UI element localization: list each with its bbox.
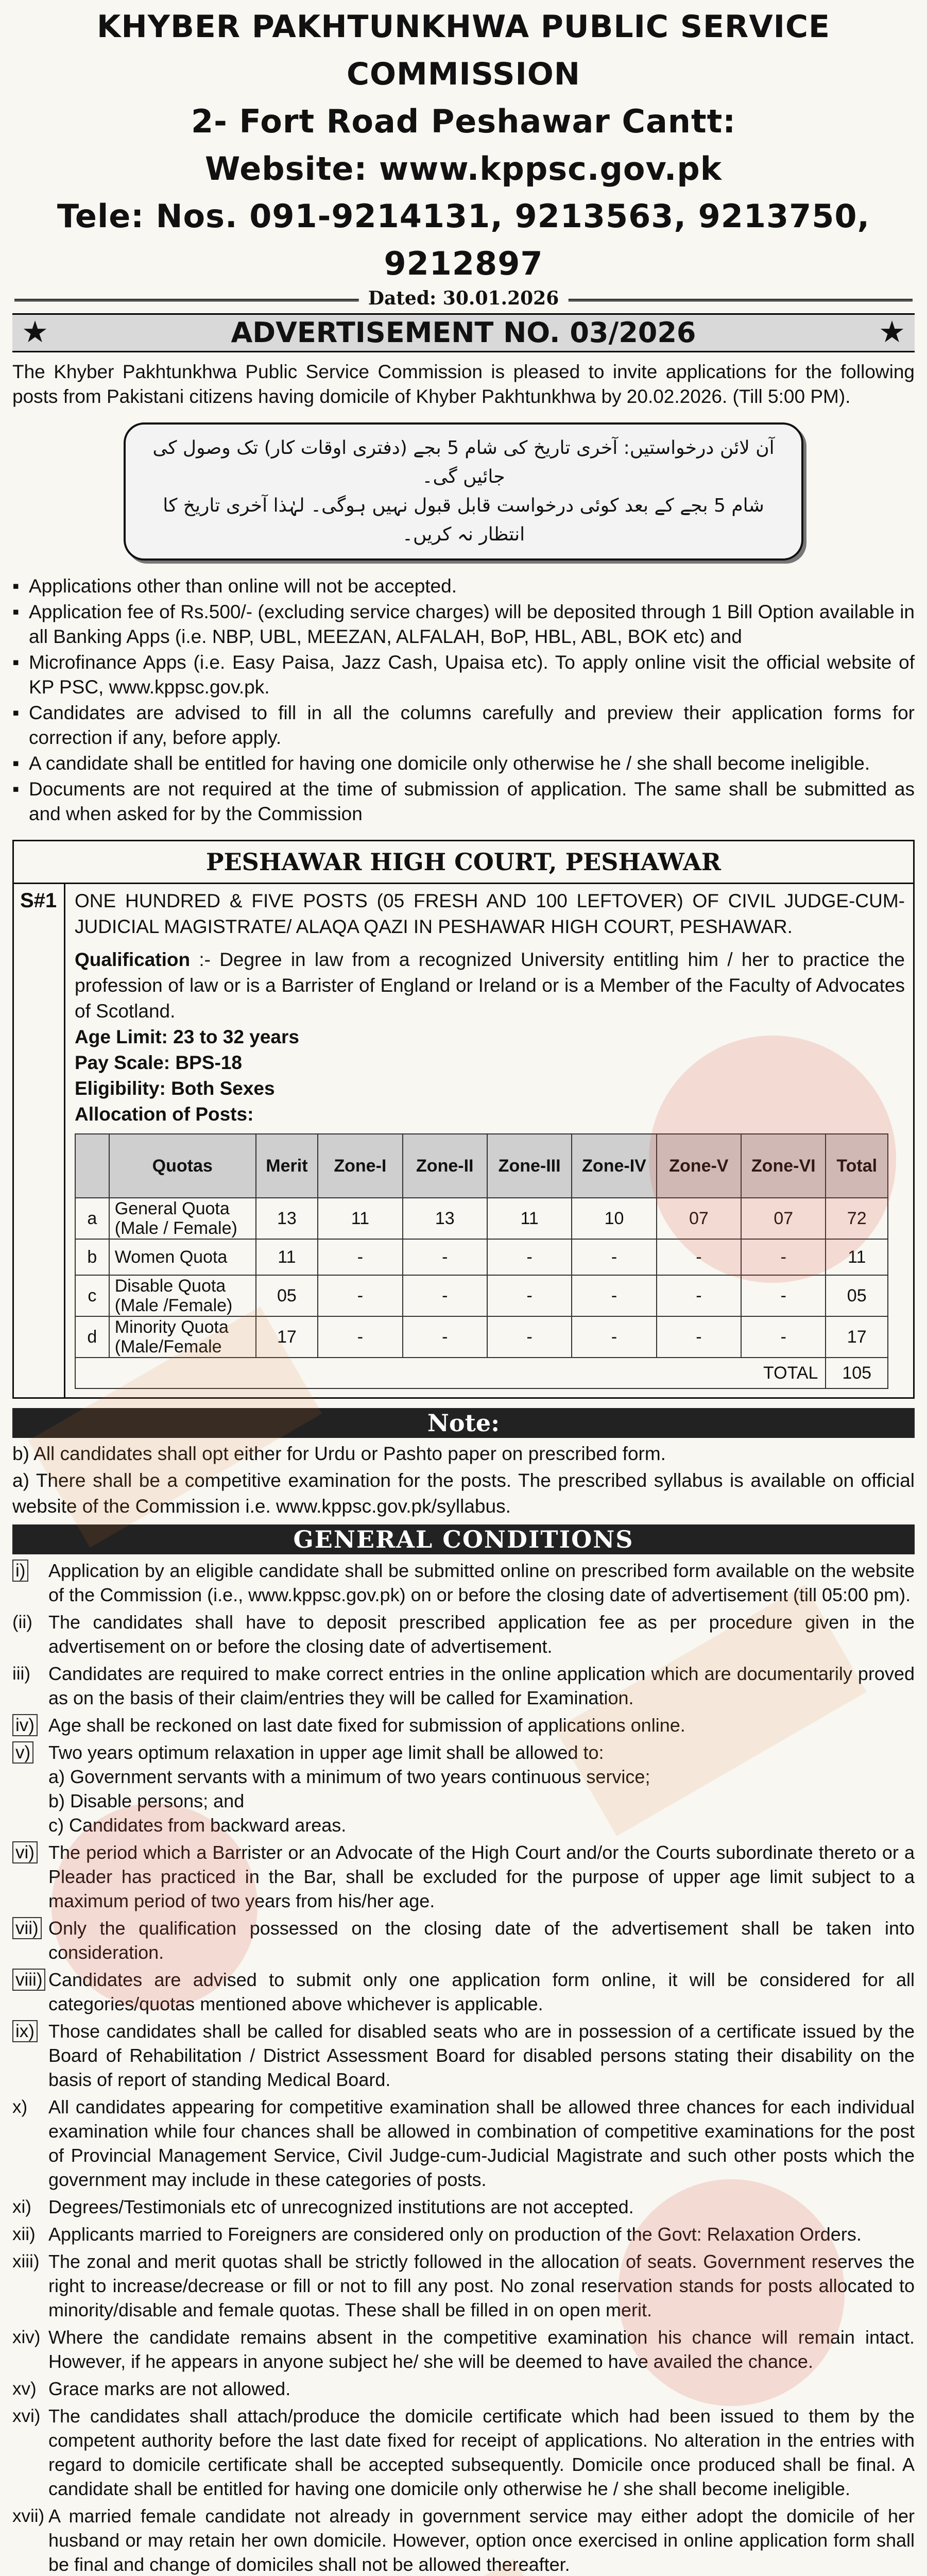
condition-item — [12, 2325, 915, 2374]
condition-item — [12, 2095, 915, 2192]
table-cell: - — [572, 1316, 656, 1358]
condition-sub: a) Government servants with a minimum of two years continuous service; — [48, 1766, 650, 1787]
table-cell: - — [572, 1275, 656, 1316]
total-row — [75, 1358, 888, 1388]
note-item: a) There shall be a competitive examination for the posts. The prescribed syllabus is available on official website of the Commission i.e. www.kppsc.gov.pk/syllabus. — [12, 1470, 915, 1517]
table-cell: - — [318, 1275, 402, 1316]
condition-number: (ii) — [12, 1612, 32, 1632]
table-cell: 11 — [487, 1198, 572, 1239]
elig-label: Eligibility: — [75, 1078, 166, 1099]
condition-text: Degrees/Testimonials etc of unrecognized institutions are not accepted. — [48, 2196, 634, 2217]
condition-item — [12, 1740, 915, 1837]
urdu-notice — [124, 422, 803, 561]
table-cell: 11 — [826, 1239, 888, 1275]
condition-number: vi) — [12, 1840, 48, 1913]
qualification-text: :- Degree in law from a recognized University entitling him / her to practice the profession of law or is a Barrister of England or Ireland or is a Member of the Faculty of Advocates of Scotland. — [75, 949, 905, 1022]
condition-item — [12, 2249, 915, 2322]
table-cell: 05 — [826, 1275, 888, 1316]
condition-text: Candidates are required to make correct entries in the online application which are documentarily proved as on the basis of their claim/entries they will be called for Examination. — [48, 1663, 915, 1708]
general-conditions-list — [12, 1558, 915, 2576]
table-cell: c — [75, 1275, 109, 1316]
condition-text: Age shall be reckoned on last date fixed for submission of applications online. — [48, 1715, 685, 1736]
allocation-table — [75, 1133, 888, 1389]
dated: Dated: 30.01.2026 — [359, 287, 569, 309]
note-bar — [12, 1408, 915, 1438]
table-cell: 07 — [657, 1198, 741, 1239]
instruction-item: ▪ Microfinance Apps (i.e. Easy Paisa, Jazz Cash, Upaisa etc). To apply online visit the official website of KP PSC, www.kppsc.gov.pk. — [12, 650, 915, 700]
condition-number: xiv) — [12, 2327, 41, 2347]
note-title: Note: — [427, 1409, 500, 1437]
condition-text: A married female candidate not already in government service may either adopt the domicile of her husband or may retain her own domicile. However, option once exercised in online application form shall be final and change of domiciles shall not be allowed thereafter. — [48, 2505, 915, 2575]
condition-text: Grace marks are not allowed. — [48, 2378, 291, 2399]
table-cell: a — [75, 1198, 109, 1239]
condition-item — [12, 2404, 915, 2501]
telephone: Tele: Nos. 091-9214131, 9213563, 9213750, 9212897 — [57, 197, 870, 282]
table-row — [75, 1198, 888, 1239]
instruction-item: ▪ Applications other than online will not be accepted. — [12, 574, 915, 599]
header-cell: Zone-IV — [572, 1134, 656, 1198]
intro-paragraph: The Khyber Pakhtunkhwa Public Service Commission is pleased to invite applications for the following posts from Pakistani citizens having domicile of Khyber Pakhtunkhwa by 20.02.2026. (Till 5:00 PM). — [12, 361, 915, 407]
allocation-label: Allocation of Posts: — [75, 1104, 254, 1125]
condition-item — [12, 2377, 915, 2401]
urdu-line: شام 5 بجے کے بعد کوئی درخواست قابل قبول نہیں ہوگی۔ لہٰذا آخری تاریخ کا انتظار نہ کریں۔ — [163, 495, 764, 545]
general-conditions-title: GENERAL CONDITIONS — [293, 1526, 634, 1553]
condition-text: Candidates are advised to submit only one application form online, it will be considered for all categories/quotas mentioned above whichever is applicable. — [48, 1969, 915, 2014]
table-cell: - — [741, 1239, 826, 1275]
post-title: ONE HUNDRED & FIVE POSTS (05 FRESH AND 100 LEFTOVER) OF CIVIL JUDGE-CUM-JUDICIAL MAGISTRATE/ ALAQA QAZI IN PESHAWAR HIGH COURT, PESHAWAR. — [75, 890, 905, 937]
table-cell: 10 — [572, 1198, 656, 1239]
condition-number: viii) — [12, 1968, 48, 2016]
table-cell: 17 — [256, 1316, 318, 1358]
condition-item — [12, 1610, 915, 1658]
table-cell: 72 — [826, 1198, 888, 1239]
letterhead — [0, 0, 927, 287]
condition-number: i) — [12, 1558, 48, 1607]
instruction-item: ▪ A candidate shall be entitled for having one domicile only otherwise he / she shall become ineligible. — [12, 751, 915, 776]
condition-item — [12, 1558, 915, 1607]
general-conditions-bar — [12, 1524, 915, 1554]
table-cell: d — [75, 1316, 109, 1358]
condition-text: Only the qualification possessed on the closing date of the advertisement shall be taken into consideration. — [48, 1918, 915, 1963]
condition-text: All candidates appearing for competitive examination shall be allowed three chances for each individual examination while four chances shall be allowed in combination of competitive examinations for the post of Provincial Management Service, Civil Judge-cum-Judicial Magistrate and such other posts which the government may include in these categories of posts. — [48, 2096, 915, 2190]
condition-number: iv) — [12, 1713, 48, 1737]
condition-number: xiii) — [12, 2251, 40, 2272]
table-cell: - — [403, 1239, 487, 1275]
table-cell: - — [741, 1275, 826, 1316]
instruction-item: ▪ Candidates are advised to fill in all the columns carefully and preview their application forms for correction if any, before apply. — [12, 701, 915, 750]
table-cell: - — [403, 1316, 487, 1358]
condition-text: The zonal and merit quotas shall be strictly followed in the allocation of seats. Government reserves the right to increase/decrease or fill or not to fill any post. No zonal reservation stands for posts allocated to minority/disable and female quotas. These shall be filled in on open merit. — [48, 2251, 915, 2320]
table-cell: - — [487, 1275, 572, 1316]
urdu-line: آن لائن درخواستیں: آخری تاریخ کی شام 5 بجے (دفتری اوقات کار) تک وصول کی جائیں گی۔ — [152, 437, 775, 487]
note-item: b) All candidates shall opt either for Urdu or Pashto paper on prescribed form. — [12, 1443, 666, 1464]
pay-label: Pay Scale: — [75, 1052, 170, 1073]
header-cell: Zone-V — [657, 1134, 741, 1198]
notes — [12, 1441, 915, 1519]
header-cell: Zone-I — [318, 1134, 402, 1198]
condition-number: xi) — [12, 2197, 31, 2217]
age-label: Age Limit: — [75, 1026, 168, 1047]
table-cell: 11 — [256, 1239, 318, 1275]
table-cell: - — [487, 1316, 572, 1358]
condition-text: Where the candidate remains absent in the competitive examination his chance will remain intact. However, if he appears in anyone subject he/ she will be deemed to have availed the chance. — [48, 2327, 915, 2372]
condition-text: Two years optimum relaxation in upper age limit shall be allowed to: a) Government servants with a minimum of two years continuous service; b) Disable persons; and c) Candidates from backward areas. — [48, 1740, 915, 1837]
table-cell: 13 — [403, 1198, 487, 1239]
condition-number: xvi) — [12, 2406, 41, 2426]
condition-text: Application by an eligible candidate shall be submitted online on prescribed form available on the website of the Commission (i.e., www.kppsc.gov.pk) on or before the closing date of advertisement (till 05:00 pm). — [48, 1560, 915, 1605]
condition-item — [12, 2222, 915, 2246]
condition-text: Those candidates shall be called for disabled seats who are in possession of a certificate issued by the Board of Rehabilitation / District Assessment Board for disabled persons stating their disability on the basis of report of standing Medical Board. — [48, 2021, 915, 2090]
condition-item — [12, 2504, 915, 2576]
star-icon: ★ — [22, 315, 48, 349]
table-row — [75, 1316, 888, 1358]
dated-row — [14, 287, 913, 310]
table-cell: - — [318, 1316, 402, 1358]
condition-number: ix) — [12, 2019, 48, 2092]
post-details — [65, 884, 913, 1397]
condition-item — [12, 2019, 915, 2092]
header-cell: Zone-II — [403, 1134, 487, 1198]
table-cell: - — [741, 1316, 826, 1358]
table-cell: Women Quota — [109, 1239, 256, 1275]
condition-number: iii) — [12, 1664, 30, 1684]
star-icon: ★ — [879, 315, 905, 349]
age-limit — [75, 1024, 905, 1050]
table-cell: 05 — [256, 1275, 318, 1316]
table-cell: b — [75, 1239, 109, 1275]
table-cell: - — [318, 1239, 402, 1275]
condition-item — [12, 1662, 915, 1710]
total-value: 105 — [826, 1358, 888, 1388]
condition-sub: b) Disable persons; and — [48, 1790, 245, 1811]
condition-item — [12, 1713, 915, 1737]
eligibility — [75, 1076, 905, 1101]
table-cell: General Quota (Male / Female) — [109, 1198, 256, 1239]
total-label: TOTAL — [75, 1358, 826, 1388]
table-row — [75, 1275, 888, 1316]
table-row — [75, 1239, 888, 1275]
instruction-item: ▪ Documents are not required at the time of submission of application. The same shall be submitted as and when asked for by the Commission — [12, 777, 915, 826]
table-cell: - — [572, 1239, 656, 1275]
qualification — [75, 947, 905, 1024]
condition-text: Applicants married to Foreigners are considered only on production of the Govt: Relaxation Orders. — [48, 2224, 862, 2245]
condition-number: xv) — [12, 2379, 37, 2399]
condition-number: x) — [12, 2097, 28, 2117]
table-cell: Minority Quota (Male/Female — [109, 1316, 256, 1358]
condition-text: The period which a Barrister or an Advocate of the High Court and/or the Courts subordinate thereto or a Pleader has practiced in the Bar, shall be excluded for the purpose of upper age limit subject to a maximum period of two years from his/her age. — [48, 1842, 915, 1911]
header-cell: Zone-VI — [741, 1134, 826, 1198]
condition-text: The candidates shall have to deposit prescribed application fee as per procedure given in the advertisement on or before the closing date of advertisement. — [48, 1612, 915, 1657]
address: 2- Fort Road Peshawar Cantt: — [191, 103, 736, 140]
age-value: 23 to 32 years — [173, 1026, 299, 1047]
instructions-list — [12, 574, 915, 826]
condition-number: v) — [12, 1740, 48, 1837]
header-cell: Quotas — [109, 1134, 256, 1198]
header-cell — [75, 1134, 109, 1198]
condition-number: vii) — [12, 1916, 48, 1964]
pay-value: BPS-18 — [175, 1052, 242, 1073]
condition-text: The candidates shall attach/produce the domicile certificate which had been issued to them by the competent authority before the last date fixed for receipt of applications. No alteration in the entries with regard to domicile certificate shall be accepted subsequently. Domicile once produced shall be final. A candidate shall be entitled for having one domicile only otherwise he / she shall become ineligible. — [48, 2405, 915, 2499]
commission-name: KHYBER PAKHTUNKHWA PUBLIC SERVICE COMMISSION — [96, 9, 831, 92]
condition-item — [12, 2195, 915, 2219]
condition-item — [12, 1916, 915, 1964]
table-cell: - — [657, 1275, 741, 1316]
table-cell: 17 — [826, 1316, 888, 1358]
condition-number: xii) — [12, 2224, 36, 2244]
table-cell: 07 — [741, 1198, 826, 1239]
header-cell: Merit — [256, 1134, 318, 1198]
header-cell: Total — [826, 1134, 888, 1198]
table-cell: 11 — [318, 1198, 402, 1239]
condition-number: xvii) — [12, 2506, 45, 2526]
advertisement-bar — [12, 313, 915, 352]
pay-scale — [75, 1050, 905, 1076]
advertisement-title: ADVERTISEMENT NO. 03/2026 — [231, 316, 696, 349]
qualification-label: Qualification — [75, 949, 191, 970]
table-cell: - — [403, 1275, 487, 1316]
header-cell: Zone-III — [487, 1134, 572, 1198]
table-cell: Disable Quota (Male /Female) — [109, 1275, 256, 1316]
table-cell: - — [657, 1239, 741, 1275]
website: Website: www.kppsc.gov.pk — [205, 150, 722, 188]
table-cell: 13 — [256, 1198, 318, 1239]
condition-item — [12, 1968, 915, 2016]
instruction-item: ▪ Application fee of Rs.500/- (excluding service charges) will be deposited through 1 Bill Option available in all Banking Apps (i.e. NBP, UBL, MEEZAN, ALFALAH, BoP, HBL, ABL, BOK etc) and — [12, 600, 915, 649]
condition-item — [12, 1840, 915, 1913]
department-header — [14, 841, 913, 884]
condition-sub: c) Candidates from backward areas. — [48, 1815, 347, 1836]
table-cell: - — [487, 1239, 572, 1275]
serial-number: S#1 — [14, 884, 65, 1397]
post-box — [12, 840, 915, 1399]
elig-value: Both Sexes — [171, 1078, 275, 1099]
table-cell: - — [657, 1316, 741, 1358]
department-title: PESHAWAR HIGH COURT, PESHAWAR — [206, 848, 721, 876]
